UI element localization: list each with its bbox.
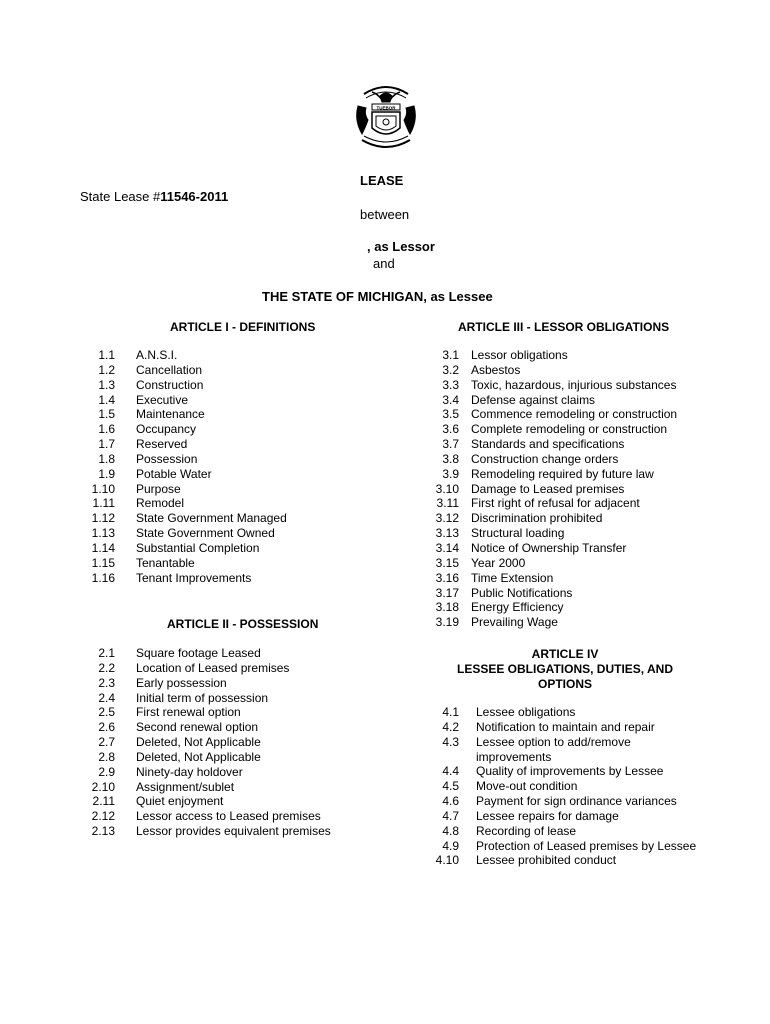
toc-item-number: 3.5 [442, 407, 459, 422]
toc-item [425, 600, 677, 615]
toc-item-label: Construction change orders [471, 451, 619, 466]
toc-item-label: Remodeling required by future law [471, 466, 654, 481]
toc-item-number: 3.1 [442, 348, 459, 362]
toc-item [88, 765, 331, 780]
toc-item-label: Time Extension [471, 570, 554, 585]
toc-item-label: Toxic, hazardous, injurious substances [471, 377, 677, 392]
toc-item-label: State Government Owned [136, 526, 275, 541]
article-2-list [88, 646, 331, 839]
toc-item-label: Damage to Leased premises [471, 481, 625, 496]
lessee-line: THE STATE OF MICHIGAN, as Lessee [262, 289, 493, 304]
toc-item-label: Lessee prohibited conduct [476, 853, 617, 868]
toc-item-label: Energy Efficiency [471, 600, 564, 615]
toc-item [425, 779, 696, 794]
toc-item-label: Remodel [136, 496, 185, 511]
toc-item-number: 1.1 [98, 348, 115, 362]
toc-item [425, 496, 677, 511]
michigan-state-seal-icon [350, 76, 422, 158]
toc-item [425, 511, 677, 526]
toc-item-number: 4.3 [442, 734, 459, 749]
toc-item-label: improvements [476, 749, 552, 764]
toc-item-label: First renewal option [136, 705, 241, 720]
toc-item-number: 3.19 [435, 615, 459, 630]
toc-item-label: Ninety-day holdover [136, 764, 243, 779]
toc-item [425, 363, 677, 378]
toc-item-label: Commence remodeling or construction [471, 407, 678, 422]
toc-item-label: Construction [136, 377, 204, 392]
toc-item-label: Second renewal option [136, 720, 259, 735]
toc-item-number: 4.6 [442, 794, 459, 809]
toc-item [425, 437, 677, 452]
toc-item-label: Lessor access to Leased premises [136, 809, 321, 824]
toc-item-number: 3.13 [435, 526, 459, 541]
toc-item-number: 2.2 [98, 660, 115, 675]
toc-item-label: Substantial Completion [136, 540, 260, 555]
toc-item-number: 1.15 [91, 555, 115, 570]
toc-item [88, 705, 331, 720]
toc-item [88, 496, 287, 511]
toc-item [88, 437, 287, 452]
toc-item-number: 3.12 [435, 511, 459, 526]
toc-item [425, 378, 677, 393]
toc-item-number: 1.11 [92, 496, 115, 511]
toc-item-label: Standards and specifications [471, 437, 625, 452]
toc-item [425, 720, 696, 735]
toc-item-number: 3.6 [442, 422, 459, 437]
toc-item-number: 1.13 [91, 526, 115, 541]
toc-item-label: Year 2000 [471, 555, 526, 570]
toc-item-label: First right of refusal for adjacent [471, 496, 640, 511]
state-lease-number: 11546-2011 [160, 189, 229, 204]
toc-item-number: 1.4 [98, 392, 115, 407]
and-text: and [373, 256, 395, 271]
toc-item [425, 615, 677, 630]
article-1-list [88, 348, 287, 586]
toc-item-label: A.N.S.I. [136, 348, 178, 362]
toc-item-label: Deleted, Not Applicable [136, 749, 261, 764]
article-3-heading: ARTICLE III - LESSOR OBLIGATIONS [458, 320, 670, 334]
toc-item-number: 1.3 [98, 377, 115, 392]
toc-item-number: 1.12 [91, 511, 115, 526]
toc-item [88, 378, 287, 393]
toc-item-label: Lessee obligations [476, 705, 576, 719]
lessor-line: , as Lessor [367, 239, 435, 254]
toc-item-number: 4.9 [442, 838, 459, 853]
toc-item [88, 452, 287, 467]
toc-item-number: 4.2 [442, 719, 459, 734]
toc-item [88, 735, 331, 750]
toc-item-number: 4.10 [435, 853, 459, 868]
toc-item [425, 824, 696, 839]
toc-item [88, 646, 331, 661]
toc-item [88, 571, 287, 586]
toc-item [88, 794, 331, 809]
toc-item [425, 541, 677, 556]
toc-item [88, 824, 331, 839]
toc-item-label: Potable Water [136, 466, 212, 481]
article-4-heading-line2: LESSEE OBLIGATIONS, DUTIES, AND [456, 661, 674, 676]
toc-item [88, 661, 331, 676]
toc-item [88, 482, 287, 497]
toc-item-label: Executive [136, 392, 189, 407]
toc-item-number: 4.5 [442, 779, 459, 794]
toc-item-number: 4.8 [442, 823, 459, 838]
toc-item-number: 2.9 [98, 764, 115, 779]
toc-item-label: Cancellation [136, 362, 203, 377]
toc-item [425, 764, 696, 779]
toc-item-number: 4.7 [442, 808, 459, 823]
toc-item-label: Lessor provides equivalent premises [136, 824, 331, 839]
toc-item-number: 2.8 [98, 749, 115, 764]
state-lease-line [80, 189, 228, 204]
toc-item [425, 556, 677, 571]
toc-item-number: 1.9 [98, 466, 115, 481]
toc-item [425, 407, 677, 422]
toc-item-number: 2.11 [92, 794, 115, 809]
toc-item-number: 3.2 [442, 362, 459, 377]
seal-banner-text: TUEBOR [376, 105, 396, 111]
toc-item-number: 1.2 [98, 362, 115, 377]
toc-item-number: 3.15 [435, 555, 459, 570]
toc-item [88, 407, 287, 422]
toc-item [425, 839, 696, 854]
toc-item-label: Lessee repairs for damage [476, 808, 619, 823]
between-text: between [360, 207, 410, 222]
toc-item-number: 3.8 [442, 451, 459, 466]
toc-item-number: 3.18 [435, 600, 459, 615]
toc-item-number: 2.1 [98, 646, 115, 660]
toc-item-label: Tenantable [136, 555, 195, 570]
article-4-heading-line1: ARTICLE IV [531, 647, 599, 661]
toc-item-label: Move-out condition [476, 779, 578, 794]
toc-item-number: 3.7 [442, 437, 459, 452]
toc-item [88, 720, 331, 735]
article-4-heading [440, 647, 690, 692]
toc-item-number: 1.10 [91, 481, 115, 496]
toc-item [425, 526, 677, 541]
toc-item-number: 3.3 [442, 377, 459, 392]
toc-item-label: Structural loading [471, 526, 565, 541]
toc-item [425, 809, 696, 824]
document-title: LEASE [360, 173, 404, 188]
toc-item [88, 467, 287, 482]
toc-item [88, 511, 287, 526]
state-lease-prefix: State Lease # [80, 189, 161, 204]
toc-item [88, 348, 287, 363]
toc-item-label: Notice of Ownership Transfer [471, 540, 627, 555]
toc-item-number: 3.17 [435, 585, 459, 600]
toc-item [88, 809, 331, 824]
toc-item-number: 1.14 [91, 540, 115, 555]
toc-item-number: 1.7 [98, 437, 115, 452]
toc-item-label: Early possession [136, 675, 227, 690]
toc-item [425, 705, 696, 720]
toc-item-number: 4.1 [442, 705, 459, 719]
toc-item-label: Public Notifications [471, 585, 573, 600]
toc-item [425, 467, 677, 482]
toc-item-label: Prevailing Wage [471, 615, 558, 630]
toc-item-label: Asbestos [471, 362, 521, 377]
toc-item [88, 691, 331, 706]
toc-item-label: Assignment/sublet [136, 779, 235, 794]
toc-item-number: 4.4 [442, 764, 459, 779]
toc-item-number: 2.4 [98, 690, 115, 705]
article-2-heading: ARTICLE II - POSSESSION [167, 617, 319, 631]
toc-item [88, 750, 331, 765]
toc-item-number: 1.8 [98, 451, 115, 466]
toc-item [425, 422, 677, 437]
toc-item-number: 2.5 [98, 705, 115, 720]
toc-item-number: 2.10 [91, 779, 115, 794]
toc-item [425, 735, 696, 750]
toc-item [425, 571, 677, 586]
toc-item-number: 2.12 [91, 809, 115, 824]
toc-item-label: Location of Leased premises [136, 660, 290, 675]
toc-item [425, 452, 677, 467]
toc-item-number: 3.14 [435, 540, 459, 555]
toc-item [88, 676, 331, 691]
toc-item-number: 1.16 [91, 570, 115, 585]
toc-item-number [425, 750, 459, 765]
toc-item [88, 541, 287, 556]
toc-item [425, 586, 677, 601]
toc-item-number: 2.6 [98, 720, 115, 735]
toc-item-label: Lessee option to add/remove [476, 734, 631, 749]
toc-item-label: Deleted, Not Applicable [136, 735, 261, 750]
toc-item [425, 482, 677, 497]
toc-item-number: 2.3 [98, 675, 115, 690]
toc-item-label: Protection of Leased premises by Lessee [476, 838, 697, 853]
toc-item-label: Complete remodeling or construction [471, 422, 668, 437]
toc-item [425, 750, 696, 765]
toc-item-label: State Government Managed [136, 511, 287, 526]
toc-item [425, 393, 677, 408]
toc-item-label: Payment for sign ordinance variances [476, 794, 677, 809]
toc-item-label: Lessor obligations [471, 348, 568, 362]
toc-item-label: Maintenance [136, 407, 205, 422]
toc-item-number: 3.9 [442, 466, 459, 481]
toc-item-number: 3.4 [442, 392, 459, 407]
toc-item-number: 3.10 [435, 481, 459, 496]
toc-item [88, 780, 331, 795]
toc-item-number: 2.7 [98, 735, 115, 750]
toc-item-label: Quiet enjoyment [136, 794, 224, 809]
toc-item-label: Recording of lease [476, 823, 577, 838]
toc-item [88, 556, 287, 571]
toc-item [88, 526, 287, 541]
article-4-heading-line3: OPTIONS [537, 676, 592, 691]
toc-item [425, 853, 696, 868]
toc-item-label: Defense against claims [471, 392, 596, 407]
toc-item [88, 363, 287, 378]
toc-item-number: 3.11 [436, 496, 459, 511]
toc-item-label: Discrimination prohibited [471, 511, 603, 526]
toc-item [88, 422, 287, 437]
toc-item-label: Notification to maintain and repair [476, 719, 655, 734]
toc-item-label: Purpose [136, 481, 181, 496]
toc-item-number: 2.13 [91, 824, 115, 839]
toc-item-label: Reserved [136, 437, 188, 452]
toc-item-number: 1.5 [98, 407, 115, 422]
article-3-list [425, 348, 677, 630]
toc-item [425, 348, 677, 363]
toc-item-label: Possession [136, 451, 198, 466]
toc-item-label: Quality of improvements by Lessee [476, 764, 664, 779]
toc-item [88, 393, 287, 408]
toc-item-label: Square footage Leased [136, 646, 261, 660]
toc-item-label: Tenant Improvements [136, 570, 252, 585]
toc-item [425, 794, 696, 809]
toc-item-number: 3.16 [435, 570, 459, 585]
toc-item-label: Occupancy [136, 422, 197, 437]
article-1-heading: ARTICLE I - DEFINITIONS [170, 320, 316, 334]
toc-item-label: Initial term of possession [136, 690, 269, 705]
article-4-list [425, 705, 696, 868]
toc-item-number: 1.6 [98, 422, 115, 437]
